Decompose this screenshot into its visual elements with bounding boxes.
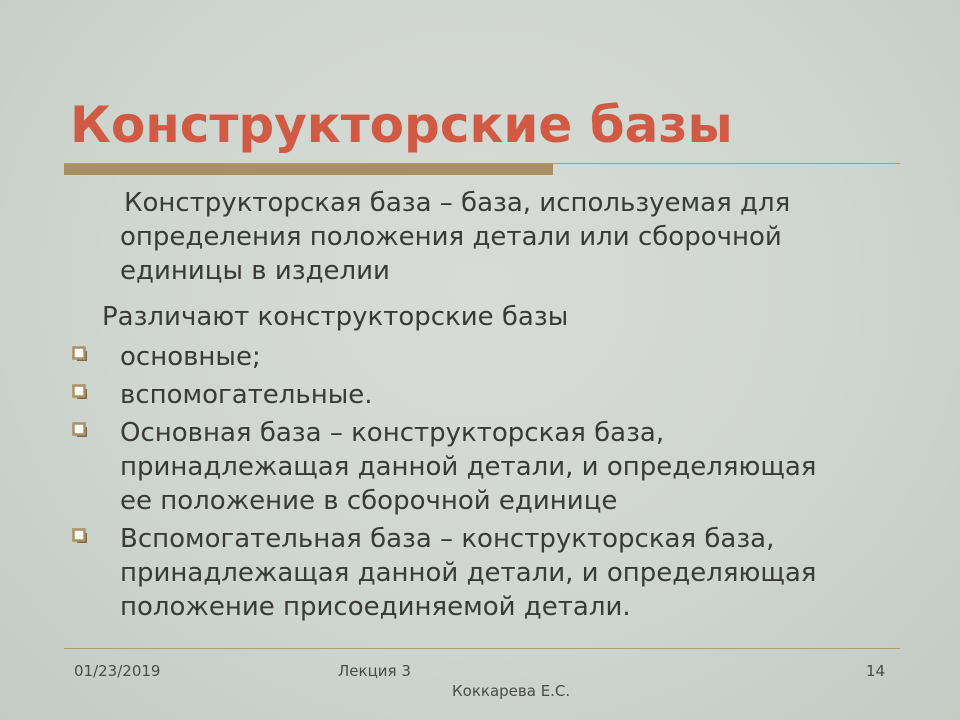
slide-title: Конструкторские базы (70, 96, 733, 154)
title-accent-bar (64, 164, 553, 175)
definition-line: определения положения детали или сборочной (120, 222, 782, 252)
footer-divider-line (64, 648, 900, 649)
definition-line: единицы в изделии (120, 256, 390, 286)
bullet-text: ее положение в сборочной единице (120, 486, 618, 516)
hollow-square-bullet-icon (72, 422, 88, 438)
bullet-text: вспомогательные. (120, 380, 373, 410)
bullet-text: положение присоединяемой детали. (120, 592, 631, 622)
footer-page-number: 14 (866, 662, 886, 680)
definition-paragraph (120, 186, 790, 288)
hollow-square-bullet-icon (72, 384, 88, 400)
bullet-item (72, 416, 816, 518)
bullet-text: основные; (120, 342, 261, 372)
hollow-square-bullet-icon (72, 346, 88, 362)
distinguish-text: Различают конструкторские базы (102, 302, 569, 332)
footer-lecture: Лекция 3 (338, 662, 411, 680)
bullet-text: принадлежащая данной детали, и определяющая (120, 452, 817, 482)
bullet-item (72, 522, 816, 624)
bullet-item (72, 340, 816, 374)
footer-date: 01/23/2019 (74, 662, 161, 680)
bullet-text: принадлежащая данной детали, и определяющая (120, 558, 817, 588)
bullet-text: Вспомогательная база – конструкторская база, (120, 524, 775, 554)
footer-author: Коккарева Е.С. (452, 682, 571, 700)
hollow-square-bullet-icon (72, 528, 88, 544)
definition-line: Конструкторская база – база, используемая для (124, 188, 791, 218)
bullet-item (72, 378, 816, 412)
bullet-list (72, 340, 816, 624)
bullet-text: Основная база – конструкторская база, (120, 418, 665, 448)
